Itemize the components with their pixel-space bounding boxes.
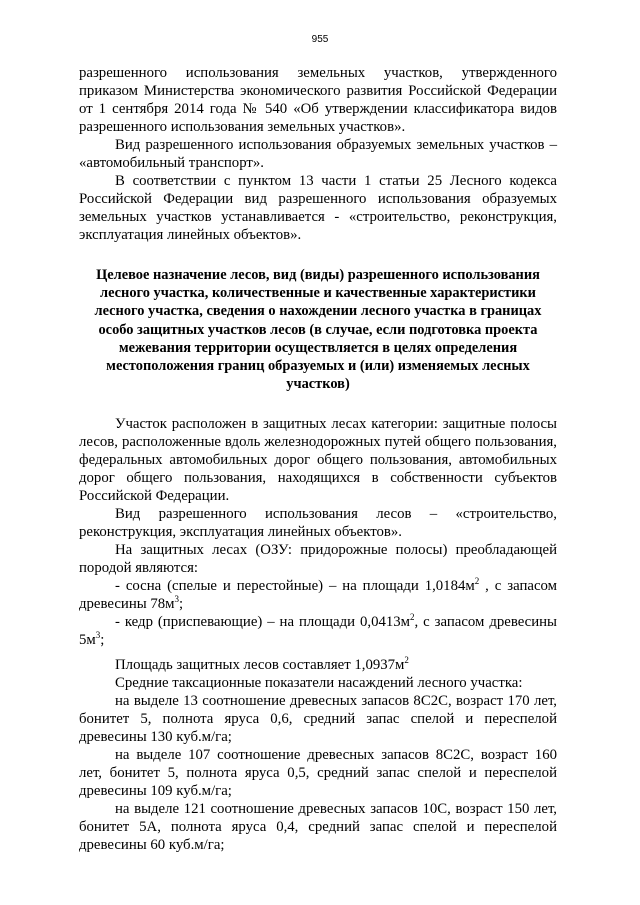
paragraph-forest-use-type: Вид разрешенного использования лесов – «строительство, реконструкция, эксплуатация линейных объектов». — [79, 506, 557, 541]
pine-text-c: ; — [179, 596, 184, 613]
cedar-text-b: , с запасом древесины 5м — [79, 614, 557, 649]
cedar-sup-volume: 3 — [95, 630, 101, 641]
paragraph-plot-121: на выделе 121 соотношение древесных запасов 10С, возраст 150 лет, бонитет 5А, полнота яруса 0,4, средний запас спелой и переспелой древесины 60 куб.м/га; — [79, 801, 557, 854]
paragraph-land-use-type: Вид разрешенного использования образуемых земельных участков – «автомобильный транспорт». — [79, 137, 557, 171]
pine-text-b: , с запасом древесины 78м — [79, 578, 557, 613]
paragraph-forest-code: В соответствии с пунктом 13 части 1 статьи 25 Лесного кодекса Российской Федерации вид разрешенного использования образуемых земельных участков устанавливается - «строительство, реконструкция, эксплуатация линейных объектов». — [79, 173, 557, 243]
cedar-text-c: ; — [100, 632, 105, 649]
pine-sup-area: 2 — [474, 576, 480, 587]
paragraph-taxation-intro: Средние таксационные показатели насаждений лесного участка: — [115, 675, 523, 692]
paragraph-plot-13: на выделе 13 соотношение древесных запасов 8С2С, возраст 170 лет, бонитет 5, полнота яруса 0,6, средний запас спелой и переспелой древесины 130 куб.м/га; — [79, 693, 557, 746]
paragraph-dominant-species: На защитных лесах (ОЗУ: придорожные полосы) преобладающей породой являются: — [79, 542, 557, 577]
paragraph-continued: разрешенного использования земельных участков, утвержденного приказом Министерства экономического развития Российской Федерации от 1 сентября 2014 года № 540 «Об утверждении классификатора видов разрешенного использования земельных участков». — [79, 65, 557, 135]
total-area-text: Площадь защитных лесов составляет 1,0937м — [115, 657, 405, 674]
paragraph-cedar — [79, 613, 557, 649]
document-body — [79, 64, 557, 854]
paragraph-total-area — [79, 656, 557, 674]
total-area-sup: 2 — [404, 655, 409, 666]
page-number: 955 — [311, 34, 329, 45]
paragraph-plot-107: на выделе 107 соотношение древесных запасов 8С2С, возраст 160 лет, бонитет 5, полнота яруса 0,5, средний запас спелой и переспелой древесины 109 куб.м/га; — [79, 747, 557, 800]
pine-sup-volume: 3 — [174, 594, 180, 605]
cedar-sup-area: 2 — [410, 612, 415, 623]
paragraph-pine — [79, 577, 557, 613]
cedar-text-a: - кедр (приспевающие) – на площади 0,0413м — [115, 614, 411, 631]
paragraph-protective-forest: Участок расположен в защитных лесах категории: защитные полосы лесов, расположенные вдоль железнодорожных путей общего пользования, федеральных автомобильных дорог общего пользования, автомобильных дорог общего пользования, находящихся в собственности субъектов Российской Федерации. — [79, 416, 557, 505]
pine-text-a: - сосна (спелые и перестойные) – на площади 1,0184м — [115, 578, 475, 595]
section-heading: Целевое назначение лесов, вид (виды) разрешенного использования лесного участка, количественные и качественные характеристики лесного участка, сведения о нахождении лесного участка в границах особо защитных участков лесов (в случае, если подготовка проекта межевания территории осуществляется в целях определения местоположения границ образуемых и (или) изменяемых лесных участков) — [94, 267, 542, 393]
